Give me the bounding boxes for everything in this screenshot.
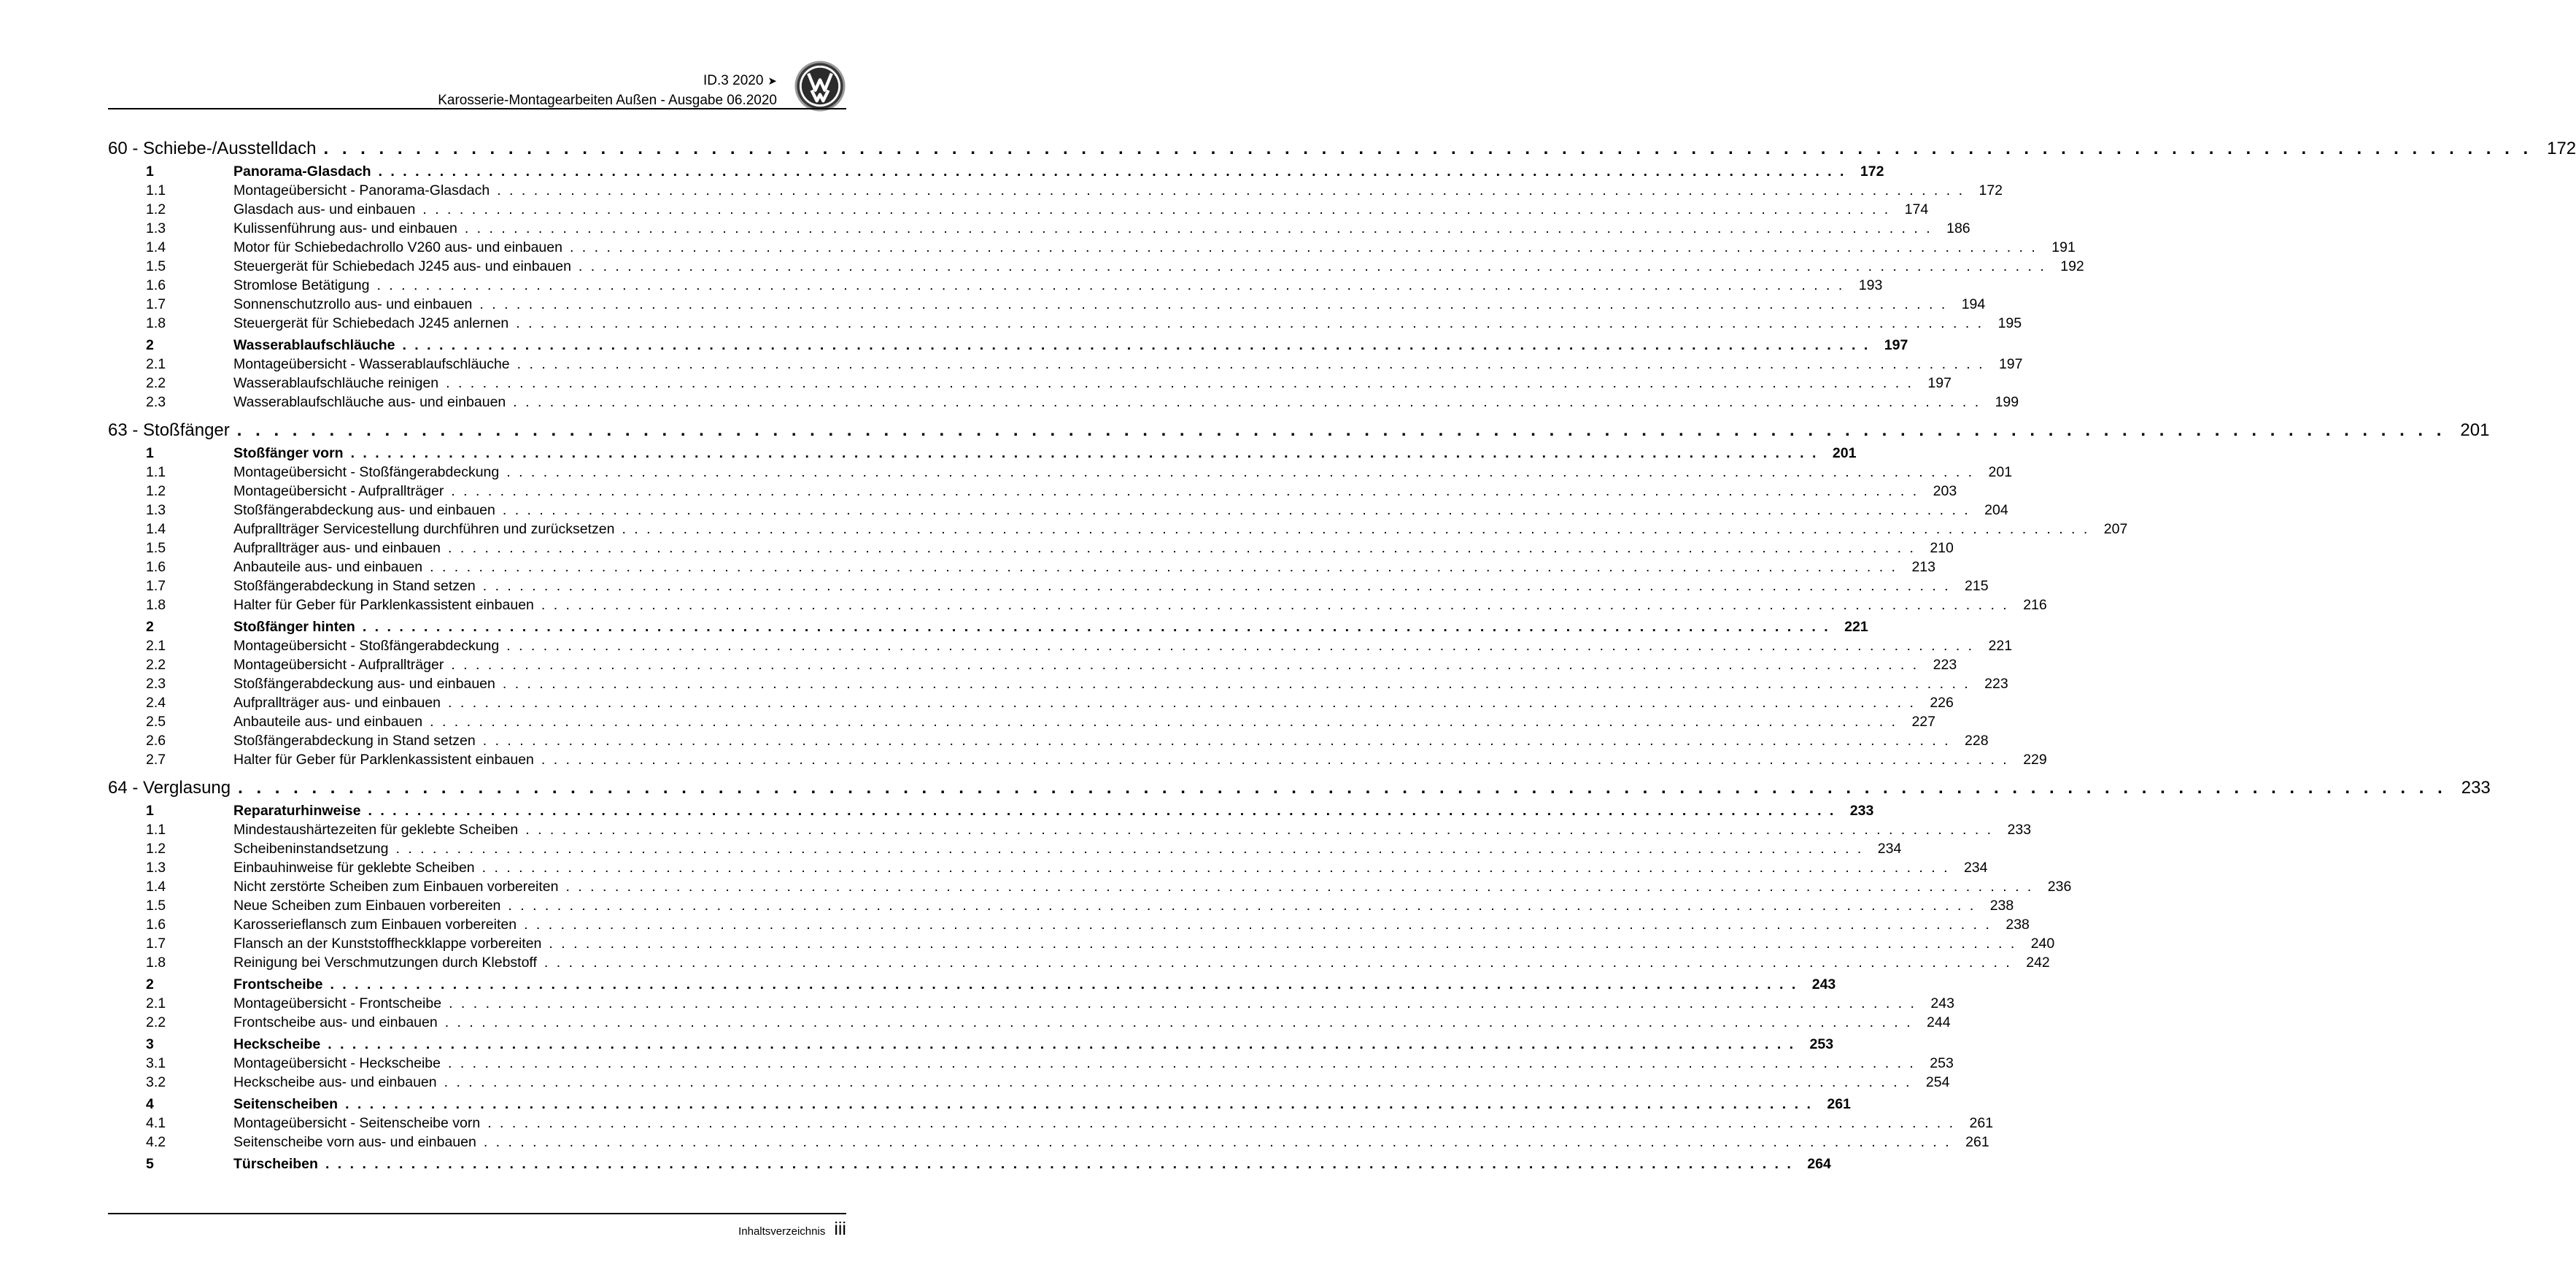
toc-section[interactable]	[108, 1095, 1851, 1114]
toc-page-number: 226	[1930, 695, 1954, 711]
toc-entry[interactable]	[108, 595, 2047, 614]
toc-page-number: 234	[1877, 841, 1902, 857]
toc-section-block	[108, 444, 2128, 614]
toc-title: Aufprallträger aus- und einbauen	[233, 540, 441, 556]
toc-title: Stoßfänger vorn	[233, 445, 344, 461]
dot-leader: . . . . . . . . . . . . . . . . . . . . . . . . . . . . . . . . . . . . . . . . . . . . . . . . . . . . . . . . . . . . . . . . . . . . . . . . . . . . . . . . . . . . . . . . . . . . . . . . . . . . . . . . . . . . . . . . . . . . . . . .	[449, 995, 1916, 1011]
toc-page-number: 223	[1984, 676, 2008, 692]
toc-section[interactable]	[108, 975, 1836, 994]
toc-number: 2.5	[146, 714, 166, 730]
toc-title: Türscheiben	[233, 1156, 318, 1172]
dot-leader: . . . . . . . . . . . . . . . . . . . . . . . . . . . . . . . . . . . . . . . . . . . . . . . . . . . . . . . . . . . . . . . . . . . . . . . . . . . . . . . . . . . . . . . . . . . . . . . . . . . . . . . . . . . . . . . . . . . . . . . .	[516, 315, 1984, 331]
toc-entry[interactable]	[108, 219, 1970, 238]
toc-entry[interactable]	[108, 181, 2003, 200]
toc-title: Wasserablaufschläuche	[233, 337, 395, 353]
toc-number: 1.7	[146, 578, 166, 594]
toc-entry[interactable]	[108, 655, 1957, 674]
toc-number: 2.2	[146, 375, 166, 391]
toc-title: Montageübersicht - Aufprallträger	[233, 657, 444, 673]
toc-section-block	[108, 1154, 1831, 1173]
toc-title: Nicht zerstörte Scheiben zum Einbauen vorbereiten	[233, 879, 559, 895]
toc-page-number: 186	[1946, 220, 1970, 236]
toc-number: 2.4	[146, 695, 166, 711]
toc-page-number: 191	[2051, 239, 2076, 255]
toc-entry[interactable]	[108, 858, 1988, 877]
toc-title: Reinigung bei Verschmutzungen durch Klebstoff	[233, 955, 537, 971]
toc-number: 1	[146, 163, 154, 180]
footer-rule	[108, 1213, 846, 1214]
toc-title: Stoßfänger hinten	[233, 619, 355, 635]
toc-title: Aufprallträger aus- und einbauen	[233, 695, 441, 711]
toc-entry[interactable]	[108, 877, 2072, 896]
dot-leader: . . . . . . . . . . . . . . . . . . . . . . . . . . . . . . . . . . . . . . . . . . . . . . . . . . . . . . . . . . . . . . . . . . . . . . . . . . . . . . . . . . . . . . . . . . . . . . . . . . . . . . . . . . . . . . . . . . . . . . . .	[430, 559, 1898, 575]
vw-logo	[794, 60, 846, 112]
toc-page-number: 233	[2007, 822, 2032, 838]
dot-leader: . . . . . . . . . . . . . . . . . . . . . . . . . . . . . . . . . . . . . . . . . . . . . . . . . . . . . . . . . . . . . . . . . . . . . . . . . . . . . . . . . . . . . . . . . . . . . . . . . . . . . . . . . . . . . . . . . . . . . . . .	[464, 220, 1933, 236]
toc-section[interactable]	[108, 162, 1884, 181]
toc-page-number: 221	[1988, 638, 2013, 654]
toc-entry[interactable]	[108, 750, 2047, 769]
toc-entry[interactable]	[108, 558, 1935, 577]
toc-number: 2.7	[146, 752, 166, 768]
toc-page-number: 244	[1927, 1014, 1951, 1030]
toc-number: 2.1	[146, 995, 166, 1011]
toc-page-number: 195	[1997, 315, 2022, 331]
toc-entry[interactable]	[108, 915, 2030, 934]
dot-leader: . . . . . . . . . . . . . . . . . . . . . . . . . . . . . . . . . . . . . . . . . . . . . . . . . . . . . . . . . . . . . . . . . . . . . . . . . . . . . . . . . . . . . . . . . . . . . . . . . . . . . . . . . . . . . . . . . . . . . . . .	[524, 917, 1992, 933]
toc-entry[interactable]	[108, 1114, 1994, 1133]
toc-section-block	[108, 336, 2023, 412]
toc-number: 2.6	[146, 733, 166, 749]
dot-leader: . . . . . . . . . . . . . . . . . . . . . . . . . . . . . . . . . . . . . . . . . . . . . . . . . . . . . . . . . . . . . . . . . . . . . . . . . . . . . . . . . . . . . . . . . . . . . . . . . . . . . . . . . . . . . . . . . . . . . . . .	[513, 394, 1981, 410]
toc-section[interactable]	[108, 617, 1868, 636]
header-model-text: ID.3 2020	[703, 73, 764, 88]
toc-entry[interactable]	[108, 295, 1986, 314]
toc-page-number: 240	[2030, 936, 2055, 952]
arrow-right-icon: ➤	[767, 75, 777, 88]
toc-page-number: 215	[1965, 578, 1989, 594]
toc-page-number: 242	[2026, 955, 2050, 971]
table-of-contents	[108, 136, 2576, 1179]
toc-entry[interactable]	[108, 1013, 1951, 1032]
toc-entry[interactable]	[108, 501, 2008, 520]
toc-page-number: 233	[1849, 803, 1874, 819]
header-model	[438, 72, 777, 91]
toc-chapter	[108, 136, 2576, 412]
toc-number: 4.1	[146, 1115, 166, 1131]
toc-title: Einbauhinweise für geklebte Scheiben	[233, 860, 475, 876]
toc-page-number: 233	[2461, 778, 2491, 798]
toc-entry[interactable]	[108, 276, 1883, 295]
toc-number: 1.2	[146, 483, 166, 499]
toc-number: 1.4	[146, 239, 166, 255]
toc-title: Frontscheibe aus- und einbauen	[233, 1014, 438, 1030]
toc-title: Heckscheibe aus- und einbauen	[233, 1074, 437, 1090]
toc-chapter-heading[interactable]	[108, 417, 2490, 444]
dot-leader: . . . . . . . . . . . . . . . . . . . . . . . . . . . . . . . . . . . . . . . . . . . . . . . . . . . . . . . . . . . . . . . . . . . . . . . . . . . . . . . . . . . . . . . . . . . . . . . . . . . . . . . . . . . . . . . . . . . . . . . .	[376, 277, 1845, 293]
dot-leader: . . . . . . . . . . . . . . . . . . . . . . . . . . . . . . . . . . . . . . . . . . . . . . . . . . . . . . . . . . . . . . . . . . . . . . . . . . . . . . . . . . . . . . . . . . . . . . . . . . . . . . . . . . . . . . . . . . . . . . . .	[328, 1036, 1796, 1052]
toc-title: Neue Scheiben zum Einbauen vorbereiten	[233, 898, 501, 914]
dot-leader: . . . . . . . . . . . . . . . . . . . . . . . . . . . . . . . . . . . . . . . . . . . . . . . . . . . . . . . . . . . . . . . . . . . . . . . . . . . . . . . . . . . . . . . . . . . . . . . . . . . . . . . . . . . . . . . . . . . . . . . .	[578, 258, 2046, 274]
toc-number: 4	[146, 1096, 154, 1112]
toc-number: 1	[146, 803, 154, 819]
toc-section-block	[108, 1035, 1954, 1092]
toc-entry[interactable]	[108, 314, 2022, 333]
toc-number: 1.3	[146, 502, 166, 518]
toc-page-number: 210	[1930, 540, 1954, 556]
toc-title: Montageübersicht - Stoßfängerabdeckung	[233, 638, 500, 654]
toc-title: Montageübersicht - Seitenscheibe vorn	[233, 1115, 481, 1131]
dot-leader: . . . . . . . . . . . . . . . . . . . . . . . . . . . . . . . . . . . . . . . . . . . . . . . . . . . . . . . . . . . . . . . . . . . . . . . . . . . . . . . . . . . . . . . . . . . . . . . . . . . . . . . . . . . . . . . . . . . . . . . .	[541, 752, 2009, 768]
toc-title: Wasserablaufschläuche reinigen	[233, 375, 439, 391]
toc-entry[interactable]	[108, 896, 2014, 915]
toc-page-number: 228	[1965, 733, 1989, 749]
toc-entry[interactable]	[108, 577, 1989, 595]
toc-page-number: 254	[1925, 1074, 1950, 1090]
toc-entry[interactable]	[108, 520, 2128, 539]
footer-label: Inhaltsverzeichnis	[738, 1225, 826, 1238]
toc-page-number: 261	[1965, 1134, 1989, 1150]
toc-number: 1.1	[146, 822, 166, 838]
toc-number: 2	[146, 337, 154, 353]
toc-page-number: 172	[2547, 139, 2576, 158]
dot-leader: . . . . . . . . . . . . . . . . . . . . . . . . . . . . . . . . . . . . . . . . . . . . . . . . . . . . . . . . . . . . . . . . . . . . . . . . . . . . . . . . . . . . . . . . . . . . . . . . . . . . . . . . . . . . . . . . . . . . . . . .	[448, 695, 1916, 711]
toc-number: 2	[146, 619, 154, 635]
dot-leader: . . . . . . . . . . . . . . . . . . . . . . . . . . . . . . . . . . . . . . . . . . . . . . . . . . . . . . . . . . . . . . . . . . . . . . . . . . . . . . . . . . . . . . . . . . . . . . . . . . . . . . . . . . . . . . . . . . . . . . . .	[448, 540, 1916, 556]
toc-section-block	[108, 617, 2047, 769]
toc-title: Reparaturhinweise	[233, 803, 361, 819]
dot-leader: . . . . . . . . . . . . . . . . . . . . . . . . . . . . . . . . . . . . . . . . . . . . . . . . . . . . . . . . . . . . . . . . . . . . . . . . . . . . . . . . . . . . . . . . . . . . . . . . . . . . . . . . . . . . . . . . . . . . . . . .	[430, 714, 1898, 730]
toc-title: Montageübersicht - Heckscheibe	[233, 1055, 441, 1071]
toc-section[interactable]	[108, 1154, 1831, 1173]
toc-number: 1.1	[146, 182, 166, 198]
toc-number: 1.3	[146, 860, 166, 876]
toc-page-number: 201	[1832, 445, 1857, 461]
toc-page-number: 172	[1860, 163, 1884, 180]
toc-page-number: 174	[1904, 201, 1929, 217]
dot-leader: . . . . . . . . . . . . . . . . . . . . . . . . . . . . . . . . . . . . . . . . . . . . . . . . . . . . . . . . . . . . . . . . . . . . . . . . . . . . . . . . . . . . . . . . . . . . . . . . . . . . . . . . . . . . . . . . . . . . . . . .	[451, 483, 1919, 499]
toc-number: 1.2	[146, 201, 166, 217]
toc-page-number: 243	[1811, 976, 1836, 992]
toc-title: Stoßfängerabdeckung aus- und einbauen	[233, 676, 495, 692]
toc-title: Scheibeninstandsetzung	[233, 841, 389, 857]
toc-title: 63 - Stoßfänger	[108, 420, 230, 440]
toc-page-number: 213	[1911, 559, 1935, 575]
toc-number: 1	[146, 445, 154, 461]
dot-leader: . . . . . . . . . . . . . . . . . . . . . . . . . . . . . . . . . . . . . . . . . . . . . . . . . . . . . . . . . . . . . . . . . . . . . . . . . . . . . . . . . . . . . . . . . . . . . . . . . . . . . . . . . . . . . . . . . . . . . . . .	[350, 445, 1819, 461]
toc-entry[interactable]	[108, 839, 1902, 858]
toc-section[interactable]	[108, 444, 1857, 463]
dot-leader: . . . . . . . . . . . . . . . . . . . . . . . . . . . . . . . . . . . . . . . . . . . . . . . . . . . . . . . . . . . . . . . . . . . . . . . . . . . . . . . . . . . . . . . . . . . . . . . . . . . . . . . . . . . . . . . . . . . . . . . .	[622, 521, 2090, 537]
page-footer	[738, 1219, 846, 1240]
toc-entry[interactable]	[108, 238, 2076, 257]
dot-leader: . . . . . . . . . . . . . . . . . . . . . . . . . . . . . . . . . . . . . . . . . . . . . . . . . . . . . . . . . . . . . . . . . . . . . . . . . . . . . . . . . . . . . . . . . . . . . . . . . . . . . . . . . . . . . . . . . . . . . . . .	[497, 182, 1965, 198]
toc-section-block	[108, 801, 2072, 972]
dot-leader: . . . . . . . . . . . . . . . . . . . . . . . . . . . . . . . . . . . . . . . . . . . . . . . . . . . . . . . . . . . . . . . . . . . . . . . . . . . . . . . . . . . . . . . . . . . . . . . . . . . . . . . . . . . . . . . . . . . . . . . .	[422, 201, 1891, 217]
toc-entry[interactable]	[108, 355, 2023, 374]
dot-leader: . . . . . . . . . . . . . . . . . . . . . . . . . . . . . . . . . . . . . . . . . . . . . . . . . . . . . . . . . . . . . . . . . . . . . . . . . . . . . . . . . . . . . . . . . . . . . . . . . . . . . . . . . . . . . . . . . . . . . . . .	[330, 976, 1798, 992]
header-rule	[108, 108, 846, 109]
toc-section[interactable]	[108, 336, 1908, 355]
toc-number: 2.2	[146, 657, 166, 673]
toc-chapter-heading[interactable]	[108, 775, 2491, 801]
toc-page-number: 194	[1961, 296, 1986, 312]
toc-number: 1.4	[146, 521, 166, 537]
dot-leader: . . . . . . . . . . . . . . . . . . . . . . . . . . . . . . . . . . . . . . . . . . . . . . . . . . . . . . . . . . . . . . . . . . . . . . . . . . . . . . . . . . . . . . . . . . . . . . . . . . . . . . . . . . . . . . . . . . . . . . . .	[569, 239, 2038, 255]
toc-page-number: 236	[2047, 879, 2072, 895]
toc-title: Stoßfängerabdeckung aus- und einbauen	[233, 502, 495, 518]
toc-page-number: 201	[2460, 420, 2490, 440]
dot-leader: . . . . . . . . . . . . . . . . . . . . . . . . . . . . . . . . . . . . . . . . . . . . . . . . . . . . . . . . . . . . . . . . . . . . . . . . . . . . . . . . . . . . . . . . . . . . . . . . . . . . . . . . . . . . . . . . . . . . . . . .	[541, 597, 2009, 613]
toc-entry[interactable]	[108, 482, 1957, 501]
toc-title: Aufprallträger Servicestellung durchführen und zurücksetzen	[233, 521, 615, 537]
toc-number: 2.1	[146, 356, 166, 372]
dot-leader: . . . . . . . . . . . . . . . . . . . . . . . . . . . . . . . . . . . . . . . . . . . . . . . . . . . . . . . . . . . . . . . . . . . . . . . . . . . . . . . . . . . . . . . . . . . . . . . . . . . . . . . . . . . . . . . . . . . . . . . .	[345, 1096, 1813, 1112]
toc-page-number: 204	[1984, 502, 2008, 518]
page-header	[438, 72, 777, 110]
toc-title: Kulissenführung aus- und einbauen	[233, 220, 457, 236]
toc-page-number: 207	[2103, 521, 2128, 537]
dot-leader: . . . . . . . . . . . . . . . . . . . . . . . . . . . . . . . . . . . . . . . . . . . . . . . . . . . . . . . . . . . . . . . . . . . . . . . . . . . . . . . . . . . . . . . . . . . . . . . . . . . . . . . . . . . . . . . . . . . . . . . .	[482, 578, 1951, 594]
toc-page-number: 199	[1995, 394, 2019, 410]
toc-entry[interactable]	[108, 393, 2019, 412]
toc-number: 1.2	[146, 841, 166, 857]
toc-title: 60 - Schiebe-/Ausstelldach	[108, 139, 317, 158]
toc-entry[interactable]	[108, 1054, 1954, 1073]
toc-entry[interactable]	[108, 463, 2013, 482]
toc-title: 64 - Verglasung	[108, 778, 231, 798]
dot-leader: . . . . . . . . . . . . . . . . . . . . . . . . . . . . . . . . . . . . . . . . . . . . . . . . . . . . . . . . . . . . . . . . . . . . . . . . . . . . . . . . . . . . . . . . . . . . . . . . . . . . . . . . . . . . . . . . . . . . . . . .	[368, 803, 1836, 819]
dot-leader: . . . . . . . . . . . . . . . . . . . . . . . . . . . . . . . . . . . . . . . . . . . . . . . . . . . . . . . . . . . . . . . . . . . . . . . . . . . . . . . . . . . . . . . . . . . . . . . . . . . . . . . . . . . . . . . . . . . . . . . .	[325, 1156, 1793, 1172]
toc-number: 1.6	[146, 277, 166, 293]
dot-leader: . . . . . . . . . . . . . . . . . . . . . . . . . . . . . . . . . . . . . . . . . . . . . . . . . . . . . . . . . . . . . . . . . . . . . . . . . . . . . . . . . . . . . . . . . . . . . . . . . . . . . . . . . . . . . . . . . . . . . . . .	[502, 676, 1970, 692]
dot-leader: . . . . . . . . . . . . . . . . . . . . . . . . . . . . . . . . . . . . . . . . . . . . . . . . . . . . . . . . . . . . . . . . . . . . . . . . . . . . . . . . . . . . . . . . . . . . . . . . . . . . . . . . . . . . . . . . . . . . . . . .	[482, 733, 1951, 749]
toc-entry[interactable]	[108, 712, 1935, 731]
toc-entry[interactable]	[108, 693, 1954, 712]
toc-section[interactable]	[108, 1035, 1834, 1054]
toc-number: 1.7	[146, 936, 166, 952]
dot-leader: . . . . . . . . . . . . . . . . . . . . . . . . . . . . . . . . . . . . . . . . . . . . . . . . . . . . . . . . . . . . . . . . . . . . . . . . . . . . . . . . . . . . . . . . . . . . . . . . . . . . . . . . . . . . . . . . . . . . . . . .	[506, 464, 1975, 480]
toc-page-number: 203	[1933, 483, 1957, 499]
toc-title: Steuergerät für Schiebedach J245 aus- und einbauen	[233, 258, 571, 274]
toc-title: Panorama-Glasdach	[233, 163, 371, 180]
toc-title: Seitenscheiben	[233, 1096, 339, 1112]
dot-leader: . . . . . . . . . . . . . . . . . . . . . . . . . . . . . . . . . . . . . . . . . . . . . . . . . . . . . . . . . . . . . . . . . . . . . . . . . . . . . . . . . . . . . . . . . . . . . . . . . . . . . . . . . . . . . . . . . . . . . . . .	[481, 860, 1950, 876]
header-subtitle: Karosserie-Montagearbeiten Außen - Ausgabe 06.2020	[438, 93, 777, 108]
toc-page-number: 234	[1963, 860, 1988, 876]
toc-title: Glasdach aus- und einbauen	[233, 201, 416, 217]
toc-page-number: 253	[1809, 1036, 1834, 1052]
dot-leader: . . . . . . . . . . . . . . . . . . . . . . . . . . . . . . . . . . . . . . . . . . . . . . . . . . . . . . . . . . . . . . . . . . . . . . . . . . . . . . . . . . . . . . . . . . . . . . . . . . . . . . . . . . . . . . . . . . . . . . . .	[444, 1074, 1912, 1090]
toc-page-number: 223	[1933, 657, 1957, 673]
toc-number: 1.8	[146, 597, 166, 613]
dot-leader: . . . . . . . . . . . . . . . . . . . . . . . . . . . . . . . . . . . . . . . . . . . . . . . . . . . . . . . . . . . . . . . . . . . . . . . . . . . . . . . . . . . . . . . . . . . . . . . . . . . . . . . . . . . . . . . . . . . . . . . .	[402, 337, 1871, 353]
toc-title: Halter für Geber für Parklenkassistent einbauen	[233, 752, 534, 768]
toc-section-block	[108, 975, 1954, 1032]
toc-title: Sonnenschutzrollo aus- und einbauen	[233, 296, 473, 312]
toc-page-number: 201	[1988, 464, 2013, 480]
toc-title: Montageübersicht - Frontscheibe	[233, 995, 442, 1011]
toc-page-number: 192	[2060, 258, 2084, 274]
toc-title: Montageübersicht - Aufprallträger	[233, 483, 444, 499]
toc-title: Flansch an der Kunststoffheckklappe vorbereiten	[233, 936, 542, 952]
dot-leader: . . . . . . . . . . . . . . . . . . . . . . . . . . . . . . . . . . . . . . . . . . . . . . . . . . . . . . . . . . . . . . . . . . . . . . . . . . . . . . . . . . . . . . . . . . . . . . . . . . . . . . . . . . . . . . . . . . . . . . . .	[544, 955, 2012, 971]
toc-title: Halter für Geber für Parklenkassistent einbauen	[233, 597, 534, 613]
toc-entry[interactable]	[108, 674, 2008, 693]
dot-leader: . . . . . . . . . . . . . . . . . . . . . . . . . . . . . . . . . . . . . . . . . . . . . . . . . . . . . . . . . . . . . . . . . . . . . . . . . . . . . . . . . . . . . . . . . . . . . . . . . . . . . . . . . . . . . . . . . . . . . . . .	[446, 375, 1914, 391]
dot-leader: . . . . . . . . . . . . . . . . . . . . . . . . . . . . . . . . . . . . . . . . . . . . . . . . . . . . . . . . . . . . . . . . . . . . . . . . . . . . . . . . . . . . . . . . . . . . . . . . . . . . . . . . . . . . . . . . . . . . . . . .	[444, 1014, 1913, 1030]
dot-leader: . . . . . . . . . . . . . . . . . . . . . . . . . . . . . . . . . . . . . . . . . . . . . . . . . . . . . . . . . . . . . . . . . . . . . . . . . . . . . . . . . . . . . . . . . . . . . . . . . . . . . . . . . . . . . . . . . . . . . . . .	[479, 296, 1948, 312]
toc-title: Seitenscheibe vorn aus- und einbauen	[233, 1134, 476, 1150]
toc-title: Stoßfängerabdeckung in Stand setzen	[233, 578, 476, 594]
toc-number: 1.7	[146, 296, 166, 312]
toc-number: 1.8	[146, 955, 166, 971]
toc-title: Heckscheibe	[233, 1036, 321, 1052]
toc-title: Karosserieflansch zum Einbauen vorbereiten	[233, 917, 517, 933]
dot-leader: . . . . . . . . . . . . . . . . . . . . . . . . . . . . . . . . . . . . . . . . . . . . . . . . . . . . . . . . . . . . . . . . . . . . . . . . . . . . . . . . . . . . . . . . . . . . . . . . . . . . . . . . . . . . . . . . . . . . . . . .	[525, 822, 1994, 838]
footer-page-number: iii	[834, 1219, 846, 1239]
toc-chapter-heading[interactable]	[108, 136, 2576, 162]
toc-entry[interactable]	[108, 636, 2013, 655]
dot-leader: . . . . . . . . . . . . . . . . . . . . . . . . . . . . . . . . . . . . . . . . . . . . . . . . . . . . . . . . . . . . . . . . . . . . . . . . . . . . . . . . . . . . . . . . . . . . . . . . . . . . . . . . . . . . . . . . . . . . . . . .	[395, 841, 1864, 857]
toc-number: 2	[146, 976, 154, 992]
toc-entry[interactable]	[108, 1133, 1989, 1152]
toc-number: 2.1	[146, 638, 166, 654]
toc-number: 3	[146, 1036, 154, 1052]
toc-chapter	[108, 417, 2490, 769]
dot-leader: . . . . . . . . . . . . . . . . . . . . . . . . . . . . . . . . . . . . . . . . . . . . . . . . . . . . . . . . . . . . . . . . . . . . . . . . . . . . . . . . . . . . . . . . . . . . . . . . . . . . . . . . . . . . . . . . . . . . . . . .	[447, 1055, 1916, 1071]
toc-entry[interactable]	[108, 539, 1954, 558]
toc-number: 1.8	[146, 315, 166, 331]
toc-title: Montageübersicht - Wasserablaufschläuche	[233, 356, 510, 372]
toc-number: 1.1	[146, 464, 166, 480]
toc-entry[interactable]	[108, 934, 2055, 953]
toc-page-number: 253	[1930, 1055, 1954, 1071]
dot-leader: . . . . . . . . . . . . . . . . . . . . . . . . . . . . . . . . . . . . . . . . . . . . . . . . . . . . . . . . . . . . . . . . . . . . . . . . . . . . . . . . . . . . . . . . . . . . . . . . . . . . . . . . . . . . . . . . . . . . . . . .	[378, 163, 1846, 180]
toc-page-number: 238	[2006, 917, 2030, 933]
toc-page-number: 243	[1930, 995, 1954, 1011]
toc-title: Frontscheibe	[233, 976, 323, 992]
toc-number: 4.2	[146, 1134, 166, 1150]
toc-entry[interactable]	[108, 820, 2032, 839]
toc-number: 3.2	[146, 1074, 166, 1090]
toc-number: 1.5	[146, 540, 166, 556]
toc-page-number: 238	[1989, 898, 2014, 914]
toc-page-number: 261	[1969, 1115, 1994, 1131]
toc-number: 2.3	[146, 394, 166, 410]
dot-leader: . . . . . . . . . . . . . . . . . . . . . . . . . . . . . . . . . . . . . . . . . . . . . . . . . . . . . . . . . . . . . . . . . . . . . . . . . . . . . . . . . . . . . . . . . . . . . . . . . . . . . . . . . . . . . . . . . . . . . . . .	[517, 356, 1985, 372]
dot-leader: . . . . . . . . . . . . . . . . . . . . . . . . . . . . . . . . . . . . . . . . . . . . . . . . . . . . . . . . . . . . . . . . . . . . . . . . . . . . . . . . . . . . . . . . . . . . . . . . . . . . . . . . . . . . . . . . . . . . . . . .	[506, 638, 1975, 654]
toc-entry[interactable]	[108, 994, 1954, 1013]
toc-section-block	[108, 1095, 1994, 1152]
toc-page-number: 197	[1927, 375, 1952, 391]
dot-leader: . . . . . . . . . . . . . . . . . . . . . . . . . . . . . . . . . . . . . . . . . . . . . . . . . . . . . . . . . . . . . . . . . . . . . . . . . . . . . . . . . . . . . . . . . . . . . . . . . . . . . . . . . . . . . . . . . . . . . . . .	[236, 420, 2446, 440]
toc-number: 3.1	[146, 1055, 166, 1071]
toc-page-number: 172	[1979, 182, 2003, 198]
dot-leader: . . . . . . . . . . . . . . . . . . . . . . . . . . . . . . . . . . . . . . . . . . . . . . . . . . . . . . . . . . . . . . . . . . . . . . . . . . . . . . . . . . . . . . . . . . . . . . . . . . . . . . . . . . . . . . . . . . . . . . . .	[565, 879, 2034, 895]
dot-leader: . . . . . . . . . . . . . . . . . . . . . . . . . . . . . . . . . . . . . . . . . . . . . . . . . . . . . . . . . . . . . . . . . . . . . . . . . . . . . . . . . . . . . . . . . . . . . . . . . . . . . . . . . . . . . . . . . . . . . . . .	[451, 657, 1919, 673]
toc-page-number: 197	[1884, 337, 1908, 353]
toc-entry[interactable]	[108, 953, 2050, 972]
toc-page-number: 193	[1858, 277, 1883, 293]
toc-section[interactable]	[108, 801, 1874, 820]
toc-entry[interactable]	[108, 1073, 1950, 1092]
toc-entry[interactable]	[108, 374, 1952, 393]
toc-page-number: 216	[2023, 597, 2047, 613]
dot-leader: . . . . . . . . . . . . . . . . . . . . . . . . . . . . . . . . . . . . . . . . . . . . . . . . . . . . . . . . . . . . . . . . . . . . . . . . . . . . . . . . . . . . . . . . . . . . . . . . . . . . . . . . . . . . . . . . . . . . . . . .	[487, 1115, 1956, 1131]
toc-page-number: 227	[1911, 714, 1935, 730]
dot-leader: . . . . . . . . . . . . . . . . . . . . . . . . . . . . . . . . . . . . . . . . . . . . . . . . . . . . . . . . . . . . . . . . . . . . . . . . . . . . . . . . . . . . . . . . . . . . . . . . . . . . . . . . . . . . . . . . . . . . . . . .	[549, 936, 2017, 952]
toc-entry[interactable]	[108, 731, 1989, 750]
dot-leader: . . . . . . . . . . . . . . . . . . . . . . . . . . . . . . . . . . . . . . . . . . . . . . . . . . . . . . . . . . . . . . . . . . . . . . . . . . . . . . . . . . . . . . . . . . . . . . . . . . . . . . . . . . . . . . . . . . . . . . . .	[362, 619, 1830, 635]
toc-page-number: 229	[2023, 752, 2047, 768]
toc-title: Anbauteile aus- und einbauen	[233, 559, 423, 575]
toc-section-block	[108, 162, 2084, 333]
toc-number: 1.5	[146, 898, 166, 914]
toc-page-number: 197	[1998, 356, 2023, 372]
toc-page-number: 261	[1827, 1096, 1851, 1112]
toc-title: Mindestaushärtezeiten für geklebte Scheiben	[233, 822, 519, 838]
toc-number: 1.6	[146, 559, 166, 575]
dot-leader: . . . . . . . . . . . . . . . . . . . . . . . . . . . . . . . . . . . . . . . . . . . . . . . . . . . . . . . . . . . . . . . . . . . . . . . . . . . . . . . . . . . . . . . . . . . . . . . . . . . . . . . . . . . . . . . . . . . . . . . .	[502, 502, 1970, 518]
toc-number: 5	[146, 1156, 154, 1172]
toc-chapter	[108, 775, 2491, 1173]
toc-number: 1.3	[146, 220, 166, 236]
toc-number: 1.6	[146, 917, 166, 933]
toc-page-number: 264	[1807, 1156, 1831, 1172]
toc-number: 2.3	[146, 676, 166, 692]
dot-leader: . . . . . . . . . . . . . . . . . . . . . . . . . . . . . . . . . . . . . . . . . . . . . . . . . . . . . . . . . . . . . . . . . . . . . . . . . . . . . . . . . . . . . . . . . . . . . . . . . . . . . . . . . . . . . . . . . . . . . . . .	[323, 139, 2533, 158]
toc-title: Montageübersicht - Panorama-Glasdach	[233, 182, 490, 198]
toc-number: 1.4	[146, 879, 166, 895]
toc-number: 2.2	[146, 1014, 166, 1030]
toc-title: Stromlose Betätigung	[233, 277, 370, 293]
dot-leader: . . . . . . . . . . . . . . . . . . . . . . . . . . . . . . . . . . . . . . . . . . . . . . . . . . . . . . . . . . . . . . . . . . . . . . . . . . . . . . . . . . . . . . . . . . . . . . . . . . . . . . . . . . . . . . . . . . . . . . . .	[238, 778, 2447, 798]
toc-title: Anbauteile aus- und einbauen	[233, 714, 423, 730]
toc-entry[interactable]	[108, 257, 2084, 276]
dot-leader: . . . . . . . . . . . . . . . . . . . . . . . . . . . . . . . . . . . . . . . . . . . . . . . . . . . . . . . . . . . . . . . . . . . . . . . . . . . . . . . . . . . . . . . . . . . . . . . . . . . . . . . . . . . . . . . . . . . . . . . .	[483, 1134, 1952, 1150]
toc-title: Motor für Schiebedachrollo V260 aus- und einbauen	[233, 239, 562, 255]
toc-title: Stoßfängerabdeckung in Stand setzen	[233, 733, 476, 749]
toc-number: 1.5	[146, 258, 166, 274]
toc-title: Steuergerät für Schiebedach J245 anlernen	[233, 315, 509, 331]
toc-entry[interactable]	[108, 200, 1929, 219]
toc-title: Wasserablaufschläuche aus- und einbauen	[233, 394, 506, 410]
dot-leader: . . . . . . . . . . . . . . . . . . . . . . . . . . . . . . . . . . . . . . . . . . . . . . . . . . . . . . . . . . . . . . . . . . . . . . . . . . . . . . . . . . . . . . . . . . . . . . . . . . . . . . . . . . . . . . . . . . . . . . . .	[508, 898, 1976, 914]
toc-title: Montageübersicht - Stoßfängerabdeckung	[233, 464, 500, 480]
toc-page-number: 221	[1844, 619, 1868, 635]
